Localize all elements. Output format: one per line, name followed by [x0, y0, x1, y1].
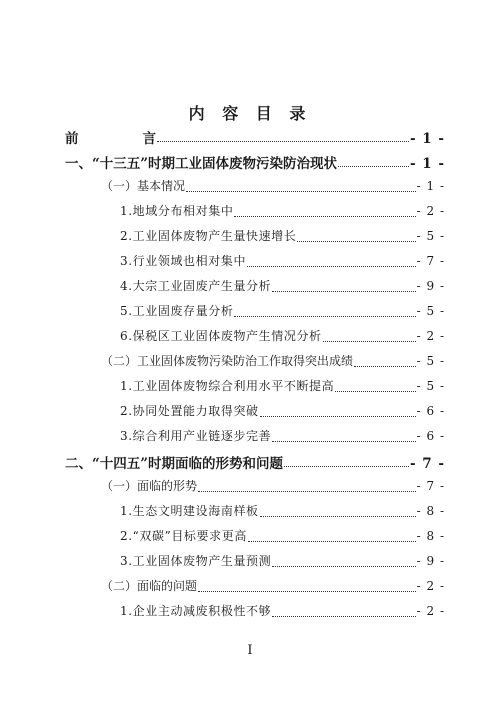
- dot-leader: [354, 366, 416, 367]
- toc-entry-page: - 8 -: [416, 529, 445, 543]
- toc-entry-label: 前: [65, 131, 79, 147]
- toc-entry-page: - 2 -: [416, 204, 445, 218]
- toc-entry-label: 3.综合利用产业链逐步完善: [120, 429, 272, 443]
- toc-entry-item[interactable]: [120, 327, 445, 347]
- toc-entry-subsection[interactable]: [101, 177, 445, 197]
- toc-entry-label: 1.生态文明建设海南样板: [120, 504, 259, 518]
- toc-entry-page: - 6 -: [416, 404, 445, 418]
- toc-entry-page: - 7 -: [416, 479, 445, 493]
- dot-leader: [186, 191, 416, 192]
- toc-entry-item[interactable]: [120, 602, 445, 622]
- toc-entry-label: 2.工业固体废物产生量快速增长: [120, 229, 297, 243]
- toc-entry-page: - 1 -: [410, 156, 445, 172]
- dot-leader: [335, 391, 415, 392]
- toc-entry-page: - 9 -: [416, 554, 445, 568]
- dot-leader: [297, 241, 415, 242]
- dot-leader: [260, 416, 416, 417]
- dot-leader: [338, 166, 409, 167]
- toc-entry-section-2[interactable]: [65, 452, 445, 472]
- toc-entry-item[interactable]: [120, 552, 445, 572]
- dot-leader: [272, 566, 415, 567]
- toc-entry-page: - 5 -: [416, 379, 445, 393]
- toc-entry-page: - 2 -: [416, 604, 445, 618]
- toc-entry-item[interactable]: [120, 302, 445, 322]
- toc-entry-page: - 1 -: [416, 179, 445, 193]
- toc-entry-item[interactable]: [120, 202, 445, 222]
- toc-entry-item[interactable]: [120, 502, 445, 522]
- toc-entry-page: - 2 -: [416, 579, 445, 593]
- dot-leader: [284, 466, 409, 467]
- toc-entry-item[interactable]: [120, 402, 445, 422]
- toc-entry-label: 1.地域分布相对集中: [120, 204, 234, 218]
- toc-entry-label: （一）基本情况: [101, 179, 186, 193]
- dot-leader: [247, 266, 416, 267]
- toc-entry-label: 4.大宗工业固废产生量分析: [120, 279, 272, 293]
- toc-entry-label: 1.工业固体废物综合利用水平不断提高: [120, 379, 335, 393]
- dot-leader: [248, 541, 416, 542]
- toc-entry-item[interactable]: [120, 252, 445, 272]
- toc-entry-label: 2.协同处置能力取得突破: [120, 404, 259, 418]
- dot-leader: [272, 441, 415, 442]
- toc-entry-label: 一、“十三五”时期工业固体废物污染防治现状: [65, 156, 338, 172]
- toc-entry-page: - 5 -: [416, 229, 445, 243]
- toc-entry-label: 1.企业主动减废积极性不够: [120, 604, 272, 618]
- toc-entry-page: - 7 -: [410, 456, 445, 472]
- dot-leader: [234, 216, 415, 217]
- toc-entry-label: 5.工业固废存量分析: [120, 304, 234, 318]
- toc-entry-page: - 1 -: [410, 131, 445, 147]
- toc-entry-item[interactable]: [120, 427, 445, 447]
- toc-entry-subsection[interactable]: [101, 577, 445, 597]
- toc-entry-page: - 6 -: [416, 429, 445, 443]
- toc-entry-label-2: 言: [142, 131, 156, 147]
- toc-entry-subsection[interactable]: [101, 477, 445, 497]
- dot-leader: [272, 291, 415, 292]
- dot-leader: [272, 616, 415, 617]
- toc-entry-subsection[interactable]: [101, 352, 445, 372]
- toc-entry-label: 3.行业领域也相对集中: [120, 254, 247, 268]
- toc-entry-item[interactable]: [120, 227, 445, 247]
- dot-leader: [234, 316, 415, 317]
- toc-entry-page: - 8 -: [416, 504, 445, 518]
- dot-leader: [157, 141, 409, 142]
- page-number: I: [247, 643, 253, 658]
- toc-title: 内 容 目 录: [188, 104, 312, 123]
- dot-leader: [260, 516, 416, 517]
- dot-leader: [198, 591, 416, 592]
- toc-entry-foreword[interactable]: [65, 127, 445, 147]
- toc-entry-item[interactable]: [120, 377, 445, 397]
- toc-entry-page: - 2 -: [416, 329, 445, 343]
- toc-entry-label: 6.保税区工业固体废物产生情况分析: [120, 329, 322, 343]
- toc-entry-label: 二、“十四五”时期面临的形势和问题: [65, 456, 284, 472]
- toc-entry-section-1[interactable]: [65, 152, 445, 172]
- toc-entry-page: - 9 -: [416, 279, 445, 293]
- dot-leader: [323, 341, 416, 342]
- toc-entry-page: - 5 -: [416, 304, 445, 318]
- toc-entry-label: 2.“双碳”目标要求更高: [120, 529, 247, 543]
- toc-entry-label: （一）面临的形势: [101, 479, 198, 493]
- toc-entry-item[interactable]: [120, 277, 445, 297]
- toc-entry-item[interactable]: [120, 527, 445, 547]
- toc-entry-page: - 7 -: [416, 254, 445, 268]
- toc-entry-label: （二）面临的问题: [101, 579, 198, 593]
- toc-entry-label: 3.工业固体废物产生量预测: [120, 554, 272, 568]
- toc-entry-page: - 5 -: [416, 354, 445, 368]
- toc-entry-label: （二）工业固体废物污染防治工作取得突出成绩: [101, 354, 354, 368]
- dot-leader: [198, 491, 416, 492]
